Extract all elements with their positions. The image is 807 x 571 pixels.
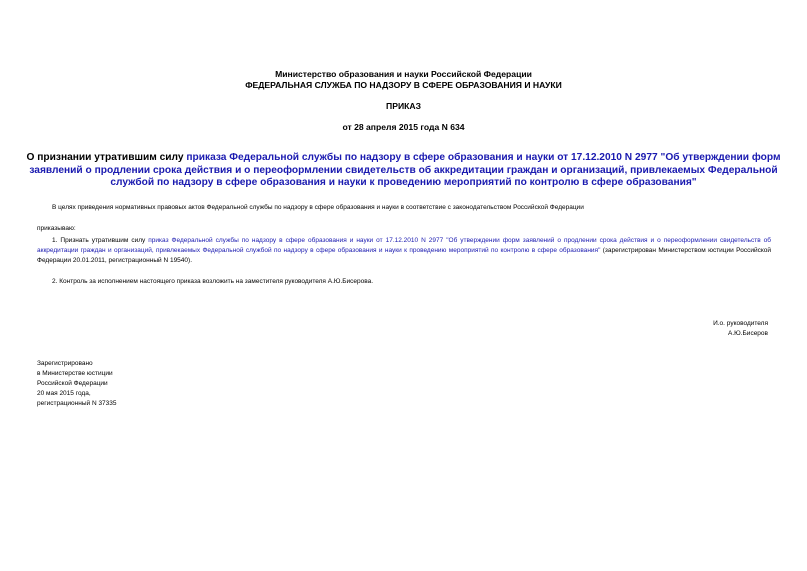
order-word: приказываю: [37,225,76,232]
document-date-number: от 28 апреля 2015 года N 634 [342,122,465,132]
ministry-name: Министерство образования и науки Российской Федерации [275,69,532,79]
item-1-suffix: (зарегистрирован Министерством юстиции Российской Федерации 20.01.2011, регистрационный N 19540). [37,247,771,264]
item-1-prefix: 1. Признать утратившим силу [52,237,149,244]
item-1-link[interactable]: приказ Федеральной службы по надзору в сфере образования и науки от 17.12.2010 N 2977 "Об утверждении форм заявлений о продлении срока действия и о переоформлении свидетельств об аккредитации граждан и организаций, привлекаемых Федеральной службой по надзору в сфере образования и науки к проведению мероприятий по контролю в сфере образования" [37,237,771,254]
document-type: ПРИКАЗ [386,101,421,111]
signatory-position: И.о. руководителя [713,320,768,327]
signatory-name: А.Ю.Бисеров [728,330,768,337]
item-1 [37,236,771,266]
registration-line-2: в Министерстве юстиции [37,370,113,377]
registration-line-4: 20 мая 2015 года, [37,390,91,397]
registration-line-1: Зарегистрировано [37,360,93,367]
item-2: 2. Контроль за исполнением настоящего приказа возложить на заместителя руководителя А.Ю.Бисерова. [52,278,374,285]
preamble: В целях приведения нормативных правовых актов Федеральной службы по надзору в сфере образования и науки в соответствие с законодательством Российской Федерации [52,204,584,211]
title-link[interactable]: приказа Федеральной службы по надзору в сфере образования и науки от 17.12.2010 N 2977 "Об утверждении форм заявлений о продлении срока действия и о переоформлении свидетельств об аккредитации граждан и организаций, привлекаемых Федеральной службой по надзору в сфере образования и науки к проведению мероприятий по контролю в сфере образования" [29,152,781,189]
document-title [25,152,782,190]
title-prefix: О признании утратившим силу [26,152,187,163]
registration-line-3: Российской Федерации [37,380,108,387]
service-name: ФЕДЕРАЛЬНАЯ СЛУЖБА ПО НАДЗОРУ В СФЕРЕ ОБРАЗОВАНИЯ И НАУКИ [245,80,562,90]
registration-line-5: регистрационный N 37335 [37,400,117,407]
